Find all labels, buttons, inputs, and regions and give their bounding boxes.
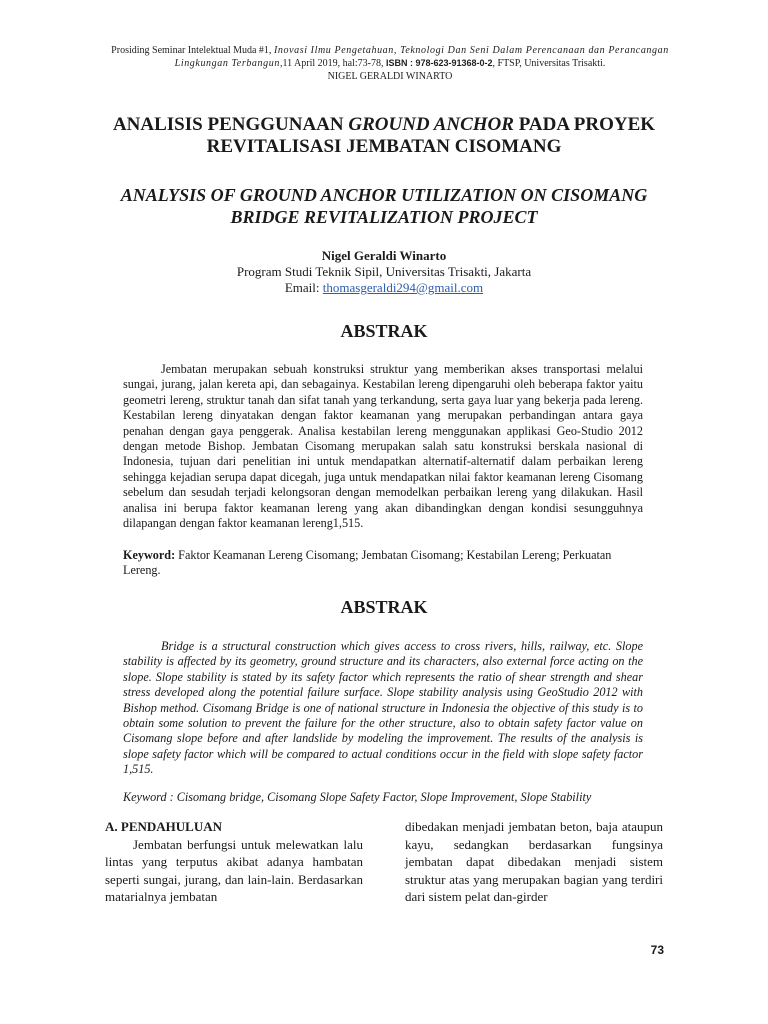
header-running-author: NIGEL GERALDI WINARTO [327, 71, 453, 82]
author-name: Nigel Geraldi Winarto [321, 248, 447, 263]
title-line2: REVITALISASI JEMBATAN CISOMANG [206, 136, 562, 157]
english-title-line1: ANALYSIS OF GROUND ANCHOR UTILIZATION ON CISOMANG [120, 185, 648, 205]
abstract-en-heading: ABSTRAK [340, 597, 428, 617]
abstract-en-text: Bridge is a structural construction which gives access to cross rivers, hills, railway, etc. Slope stability is affected by its geometry, ground structure and its characters, also external force acting on the slope. Slope stability is stated by its safety factor which represents the ratio of shear strength and shear stress developed along the potential failure surface. Slope stability analysis using GeoStudio 2012 with Bishop method. Cisomang Bridge is one of national structure in Indonesia the objective of this study is to obtain some solution to prevent the failure for the other structure, also to obtain safety factor value on Cisomang slope before and after landslide by modeling the improvement. The results of the analysis is slope safety factor which will be compared to actual conditions occur in the field with slope safety factor 1,515. [123, 639, 643, 777]
header-proceedings-title: Inovasi Ilmu Pengetahuan, Teknologi Dan Seni Dalam Perencanaan dan Perancangan Lingkungan Terbangun [174, 45, 669, 69]
email-link[interactable]: thomasgeraldi294@gmail.com [322, 280, 484, 295]
abstract-id-keywords [123, 548, 643, 579]
title-part1: ANALISIS PENGGUNAAN [112, 114, 344, 135]
keyword-label: Keyword: [123, 548, 176, 562]
paper-title [80, 114, 688, 158]
header-prefix: Prosiding Seminar Intelektual Muda #1, [111, 45, 272, 56]
english-title [80, 184, 688, 228]
author-email-row [80, 280, 688, 296]
intro-heading: A. PENDAHULUAN [105, 819, 222, 834]
intro-left-text: Jembatan berfungsi untuk melewatkan lalu lintas yang terputus akibat adanya hambatan seperti sungai, jurang, dan lain-lain. Berdasarkan matarialnya jembatan [105, 836, 363, 905]
title-italic: GROUND ANCHOR [348, 114, 514, 135]
intro-right-column: dibedakan menjadi jembatan beton, baja ataupun kayu, sedangkan berdasarkan fungsinya jembatan dapat dibedakan menjadi sistem struktur atas yang merupakan bagian yang terdiri dari sistem pelat dan-girder [405, 819, 663, 905]
page-number: 73 [650, 943, 664, 957]
header-date-pages: ,11 April 2019, hal:73-78, [279, 58, 384, 69]
header-isbn: ISBN : 978-623-91368-0-2 [385, 58, 493, 68]
keyword-list: Faktor Keamanan Lereng Cisomang; Jembatan Cisomang; Kestabilan Lereng; Perkuatan Lereng. [123, 548, 612, 578]
title-part2: PADA PROYEK [518, 114, 656, 135]
author-affiliation: Program Studi Teknik Sipil, Universitas Trisakti, Jakarta [236, 264, 532, 279]
english-title-line2: BRIDGE REVITALIZATION PROJECT [230, 207, 538, 227]
proceedings-header [90, 44, 690, 83]
email-label: Email: [284, 280, 320, 295]
intro-left-column [105, 818, 363, 906]
header-suffix: , FTSP, Universitas Trisakti. [492, 58, 606, 69]
abstract-en-keywords: Keyword : Cisomang bridge, Cisomang Slope Safety Factor, Slope Improvement, Slope Stability [123, 790, 592, 804]
abstract-id-text: Jembatan merupakan sebuah konstruksi struktur yang memberikan akses transportasi melalui sungai, jurang, jalan kereta api, dan sebagainya. Kestabilan lereng dipengaruhi oleh beberapa faktor yaitu geometri lereng, struktur tanah dan sifat tanah yang terkandung, serta gaya luar yang bekerja pada lereng. Kestabilan lereng dinyatakan dengan faktor keamanan yang merupakan perbandingan antara gaya penahan dengan gaya penggerak. Analisa kestabilan lereng menggunakan applikasi Geo-Studio 2012 dengan metode Bishop. Jembatan Cisomang merupakan salah satu konstruksi berskala nasional di Indonesia, tujuan dari penelitian ini untuk mendapatkan alternatif-alternatif dalam perbaikan lereng sehingga kejadian serupa dapat dicegah, juga untuk mendapatkan nilai faktor keamanan lereng Cisomang sebelum dan sesudah terjadi kelongsoran dengan memodelkan perbaikan lereng yang dilakukan. Hasil analisa ini berupa faktor keamanan lereng yang akan dibandingkan dengan kondisi sesungguhnya dilapangan dengan faktor keamanan lereng1,515. [123, 362, 643, 531]
abstract-id-heading: ABSTRAK [340, 321, 428, 341]
